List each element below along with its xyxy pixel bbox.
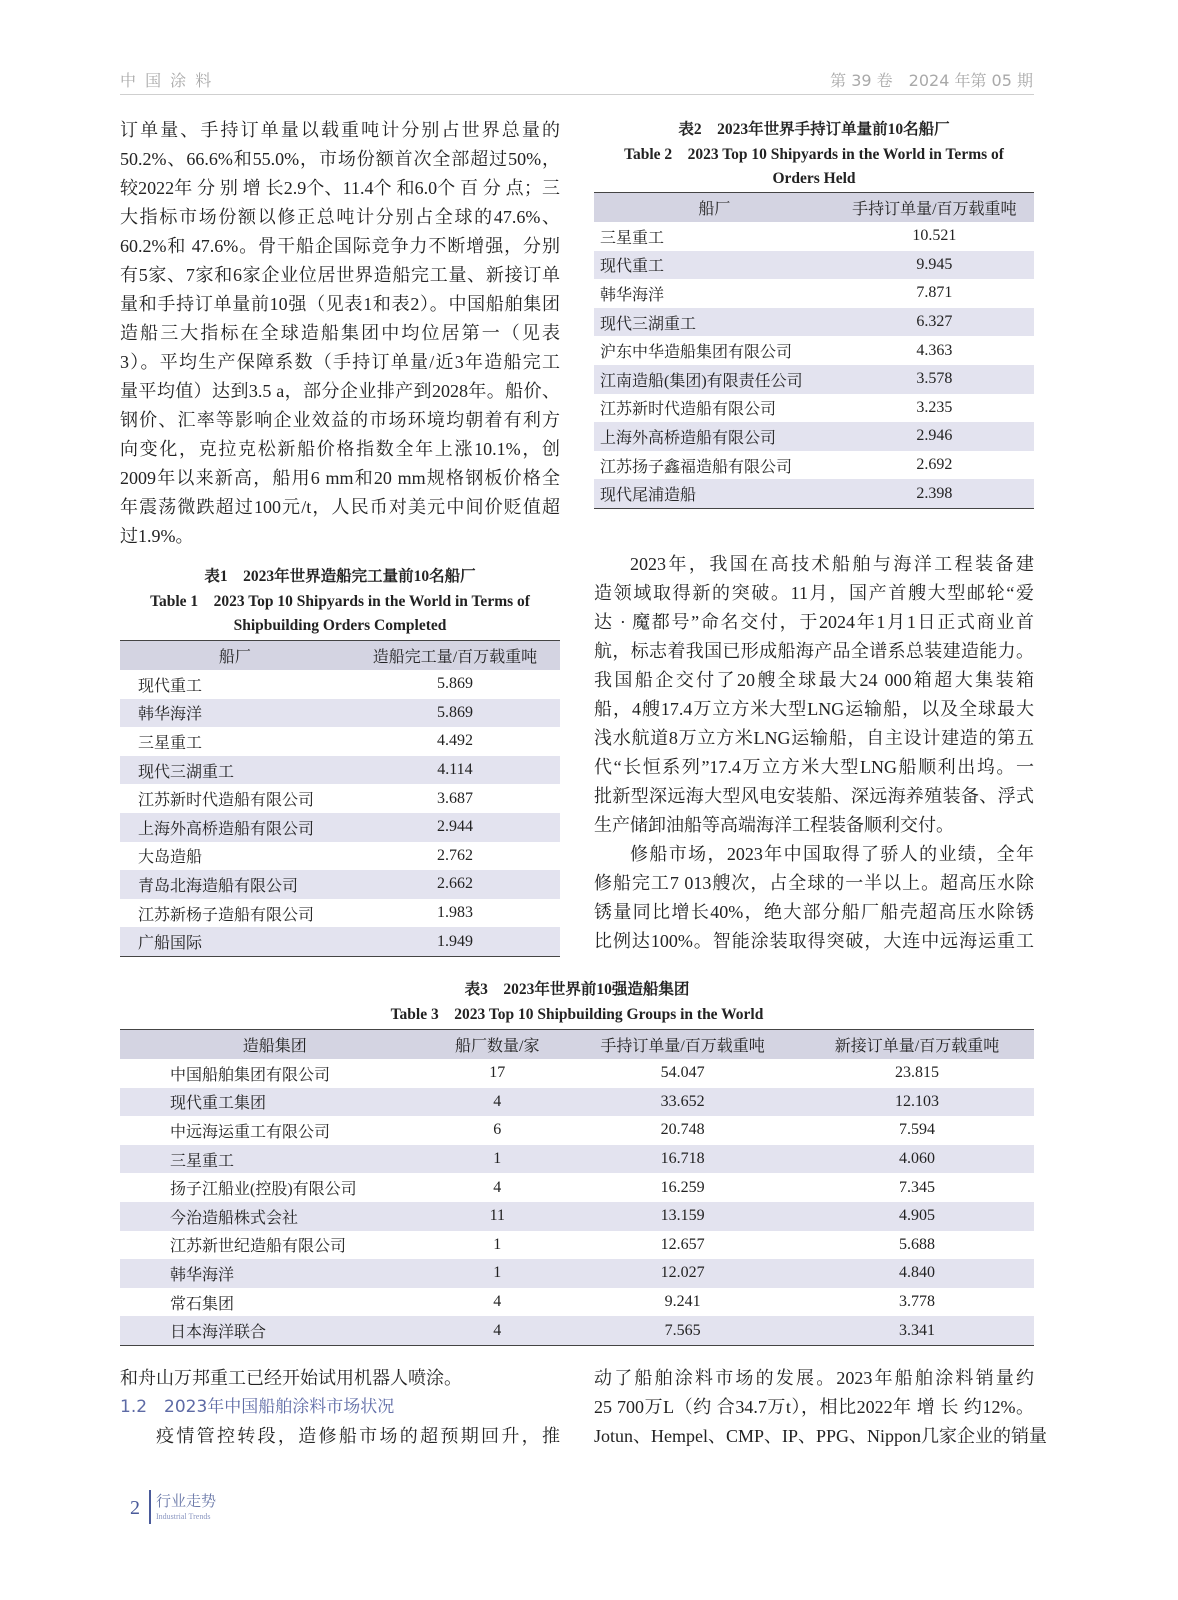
column-header: 船厂数量/家 bbox=[429, 1030, 565, 1060]
body-line: 锈量同比增长40%，绝大部分船厂船壳超高压水除锈 bbox=[594, 902, 1034, 922]
name-cell: 现代尾浦造船 bbox=[594, 479, 835, 508]
value-cell: 4 bbox=[493, 1178, 502, 1196]
name-cell: 韩华海洋 bbox=[120, 699, 350, 728]
value-cell: 4.060 bbox=[800, 1145, 1034, 1174]
value-cell: 2.762 bbox=[436, 846, 473, 864]
table3 bbox=[120, 1029, 1034, 1346]
body-line: 浅水航道8万立方米LNG运输船，自主设计建造的第五 bbox=[594, 728, 1034, 748]
value-cell: 4.114 bbox=[350, 756, 560, 785]
table-row bbox=[120, 1173, 1034, 1202]
table-row bbox=[120, 670, 560, 699]
table-row bbox=[594, 308, 1034, 337]
table-row bbox=[120, 727, 560, 756]
value-cell: 4 bbox=[493, 1293, 502, 1311]
name-cell: 今治造船株式会社 bbox=[120, 1202, 429, 1231]
table2 bbox=[594, 192, 1034, 509]
value-cell: 4 bbox=[429, 1316, 565, 1345]
value-cell: 4.363 bbox=[916, 341, 953, 359]
table3-title-cn: 表3 2023年世界前10强造船集团 bbox=[464, 981, 690, 998]
table-row bbox=[594, 336, 1034, 365]
table-row bbox=[120, 1116, 1034, 1145]
column-header: 船厂 bbox=[594, 193, 835, 223]
value-cell: 1 bbox=[493, 1235, 502, 1253]
value-cell: 5.869 bbox=[350, 699, 560, 728]
body-line: 2023年，我国在高技术船舶与海洋工程装备建 bbox=[630, 554, 1034, 574]
body-line: 达 · 魔都号”命名交付，于2024年1月1日正式商业首 bbox=[594, 612, 1034, 632]
value-cell: 3.235 bbox=[916, 398, 953, 416]
name-cell: 现代重工集团 bbox=[120, 1088, 429, 1117]
body-line: 修船市场，2023年中国取得了骄人的业绩，全年 bbox=[630, 844, 1034, 864]
body-line: 造船三大指标在全球造船集团中均位居第一（见表 bbox=[120, 323, 560, 343]
table-row bbox=[594, 279, 1034, 308]
body-line: 2009年以来新高，船用6 mm和20 mm规格钢板价格全 bbox=[120, 468, 560, 488]
journal-name: 中 国 涂 料 bbox=[120, 71, 214, 90]
value-cell: 3.341 bbox=[800, 1316, 1034, 1345]
name-cell: 上海外高桥造船有限公司 bbox=[120, 813, 350, 842]
value-cell: 16.259 bbox=[660, 1178, 705, 1196]
value-cell: 9.945 bbox=[835, 251, 1034, 280]
table-row bbox=[120, 842, 560, 871]
name-cell: 三星重工 bbox=[138, 734, 203, 752]
table-row bbox=[594, 479, 1034, 508]
column-header: 船厂 bbox=[120, 641, 350, 671]
name-cell: 江苏扬子鑫福造船有限公司 bbox=[600, 458, 793, 476]
value-cell: 5.688 bbox=[899, 1235, 936, 1253]
name-cell: 青岛北海造船有限公司 bbox=[120, 870, 350, 899]
name-cell: 三星重工 bbox=[120, 1145, 429, 1174]
value-cell: 6.327 bbox=[835, 308, 1034, 337]
body-line: 60.2%和 47.6%。骨干船企国际竞争力不断增强，分别 bbox=[120, 236, 560, 256]
table-row bbox=[120, 784, 560, 813]
value-cell: 13.159 bbox=[565, 1202, 800, 1231]
table1 bbox=[120, 640, 560, 957]
body-line: 航，标志着我国已形成船海产品全谱系总装建造能力。 bbox=[594, 641, 1034, 661]
table-row bbox=[594, 222, 1034, 251]
table-row bbox=[120, 813, 560, 842]
name-cell: 大岛造船 bbox=[138, 849, 203, 867]
body-line: 比例达100%。智能涂装取得突破，大连中远海运重工 bbox=[594, 931, 1034, 951]
table2-caption bbox=[594, 118, 1034, 192]
table-row bbox=[120, 1259, 1034, 1288]
value-cell: 20.748 bbox=[660, 1121, 705, 1139]
table-row bbox=[594, 365, 1034, 394]
name-cell: 中国船舶集团有限公司 bbox=[170, 1066, 331, 1084]
body-line: 过1.9%。 bbox=[120, 526, 194, 546]
value-cell: 2.692 bbox=[916, 456, 953, 474]
value-cell: 10.521 bbox=[912, 227, 957, 245]
value-cell: 1.983 bbox=[436, 904, 473, 922]
table-row bbox=[120, 1288, 1034, 1317]
left-body-text bbox=[120, 116, 560, 551]
table1-title-en: Table 1 2023 Top 10 Shipyards in the World in Terms of bbox=[150, 592, 530, 610]
body-line: 造领域取得新的突破。11月，国产首艘大型邮轮“爱 bbox=[594, 583, 1034, 603]
name-cell: 韩华海洋 bbox=[600, 286, 665, 304]
column-header: 新接订单量/百万载重吨 bbox=[800, 1030, 1034, 1060]
value-cell: 54.047 bbox=[660, 1064, 705, 1082]
table-row bbox=[120, 1059, 1034, 1088]
body-line: 50.2%、66.6%和55.0%，市场份额首次全部超过50%， bbox=[120, 149, 560, 169]
value-cell: 12.657 bbox=[660, 1235, 705, 1253]
name-cell: 上海外高桥造船有限公司 bbox=[594, 422, 835, 451]
table3-title-en: Table 3 2023 Top 10 Shipbuilding Groups in the World bbox=[390, 1005, 764, 1023]
table-row bbox=[594, 394, 1034, 423]
body-line: 25 700万L（约 合34.7万t），相比2022年 增 长 约12%。 bbox=[594, 1397, 1034, 1417]
table1-title-en-2: Shipbuilding Orders Completed bbox=[233, 617, 447, 634]
table-header-row bbox=[120, 641, 560, 671]
footer-section-cn: 行业走势 bbox=[156, 1492, 217, 1510]
body-line: 疫情管控转段，造修船市场的超预期回升，推 bbox=[156, 1426, 560, 1446]
body-line: 量平均值）达到3.5 a，部分企业排产到2028年。船价、 bbox=[120, 381, 560, 401]
body-line: 向变化，克拉克松新船价格指数全年上涨10.1%，创 bbox=[120, 439, 560, 459]
value-cell: 1.949 bbox=[350, 927, 560, 956]
value-cell: 3.687 bbox=[436, 789, 473, 807]
body-line: 有5家、7家和6家企业位居世界造船完工量、新接订单 bbox=[120, 265, 560, 285]
name-cell: 江苏新杨子造船有限公司 bbox=[138, 906, 315, 924]
table-row bbox=[120, 699, 560, 728]
value-cell: 12.027 bbox=[565, 1259, 800, 1288]
table-row bbox=[120, 1231, 1034, 1260]
body-line: 3）。平均生产保障系数（手持订单量/近3年造船完工 bbox=[120, 352, 560, 372]
table-row bbox=[120, 1202, 1034, 1231]
value-cell: 11 bbox=[429, 1202, 565, 1231]
value-cell: 4.840 bbox=[800, 1259, 1034, 1288]
table-row bbox=[120, 1088, 1034, 1117]
table-row bbox=[120, 927, 560, 956]
value-cell: 1 bbox=[429, 1145, 565, 1174]
name-cell: 现代重工 bbox=[138, 677, 203, 695]
table-row bbox=[594, 451, 1034, 480]
table-row bbox=[594, 422, 1034, 451]
value-cell: 33.652 bbox=[565, 1088, 800, 1117]
value-cell: 7.871 bbox=[916, 284, 953, 302]
value-cell: 2.946 bbox=[835, 422, 1034, 451]
body-line: 大指标市场份额以修正总吨计分别占全球的47.6%、 bbox=[120, 207, 560, 227]
body-line: Jotun、Hempel、CMP、IP、PPG、Nippon几家企业的销量 bbox=[594, 1426, 1048, 1446]
name-cell: 江苏新时代造船有限公司 bbox=[600, 401, 777, 419]
value-cell: 6 bbox=[493, 1121, 502, 1139]
table-row bbox=[120, 1316, 1034, 1345]
table-row bbox=[120, 756, 560, 785]
value-cell: 4.492 bbox=[436, 732, 473, 750]
body-line: 动了船舶涂料市场的发展。2023年船舶涂料销量约 bbox=[594, 1368, 1034, 1388]
value-cell: 17 bbox=[489, 1064, 506, 1082]
table2-title-en-2: Orders Held bbox=[772, 170, 856, 187]
value-cell: 3.778 bbox=[899, 1293, 936, 1311]
body-line: 订单量、手持订单量以载重吨计分别占世界总量的 bbox=[120, 120, 560, 140]
table1-caption bbox=[120, 565, 560, 639]
body-line: 年震荡微跌超过100元/t，人民币对美元中间价贬值超 bbox=[120, 497, 560, 517]
name-cell: 广船国际 bbox=[120, 927, 350, 956]
footer-section-en: Industrial Trends bbox=[156, 1512, 211, 1521]
body-line: 量和手持订单量前10强（见表1和表2）。中国船舶集团 bbox=[120, 294, 560, 314]
name-cell: 沪东中华造船集团有限公司 bbox=[600, 344, 793, 362]
value-cell: 2.398 bbox=[835, 479, 1034, 508]
table-row bbox=[120, 899, 560, 928]
value-cell: 1 bbox=[429, 1259, 565, 1288]
name-cell: 江苏新时代造船有限公司 bbox=[138, 792, 315, 810]
bottom-left-text bbox=[120, 1364, 560, 1451]
value-cell: 16.718 bbox=[565, 1145, 800, 1174]
name-cell: 现代三湖重工 bbox=[594, 308, 835, 337]
body-line: 我国船企交付了20艘全球最大24 000箱超大集装箱 bbox=[594, 670, 1034, 690]
footer-divider bbox=[149, 1490, 151, 1524]
value-cell: 7.594 bbox=[899, 1121, 936, 1139]
body-line: 生产储卸油船等高端海洋工程装备顺利交付。 bbox=[594, 815, 954, 835]
body-line: 较2022年 分 别 增 长2.9个、11.4个 和6.0个 百 分 点；三 bbox=[120, 178, 560, 198]
name-cell: 常石集团 bbox=[170, 1295, 235, 1313]
name-cell: 日本海洋联合 bbox=[120, 1316, 429, 1345]
column-header: 造船完工量/百万载重吨 bbox=[350, 641, 560, 671]
table-header-row bbox=[120, 1030, 1034, 1060]
right-body-text bbox=[594, 550, 1034, 956]
name-cell: 江苏新世纪造船有限公司 bbox=[170, 1238, 347, 1256]
value-cell: 23.815 bbox=[895, 1064, 940, 1082]
table-header-row bbox=[594, 193, 1034, 223]
table1-title-cn: 表1 2023年世界造船完工量前10名船厂 bbox=[204, 568, 476, 585]
name-cell: 现代重工 bbox=[594, 251, 835, 280]
value-cell: 2.944 bbox=[350, 813, 560, 842]
table3-caption bbox=[120, 978, 1034, 1027]
name-cell: 江南造船(集团)有限责任公司 bbox=[594, 365, 835, 394]
name-cell: 扬子江船业(控股)有限公司 bbox=[170, 1181, 357, 1199]
value-cell: 7.565 bbox=[565, 1316, 800, 1345]
body-line: 钢价、汇率等影响企业效益的市场环境均朝着有利方 bbox=[120, 410, 560, 430]
column-header: 手持订单量/百万载重吨 bbox=[835, 193, 1034, 223]
value-cell: 9.241 bbox=[664, 1293, 701, 1311]
bottom-right-text bbox=[594, 1364, 1048, 1451]
table-row bbox=[594, 251, 1034, 280]
column-header: 造船集团 bbox=[120, 1030, 429, 1060]
name-cell: 三星重工 bbox=[600, 229, 665, 247]
body-line: 代“长恒系列”17.4万立方米大型LNG船顺利出坞。一 bbox=[594, 757, 1034, 777]
name-cell: 中远海运重工有限公司 bbox=[170, 1123, 331, 1141]
body-line: 和舟山万邦重工已经开始试用机器人喷涂。 bbox=[120, 1368, 462, 1388]
value-cell: 12.103 bbox=[800, 1088, 1034, 1117]
value-cell: 4.905 bbox=[800, 1202, 1034, 1231]
issue-info: 第 39 卷 2024 年第 05 期 bbox=[830, 71, 1033, 90]
page-number: 2 bbox=[130, 1497, 140, 1519]
table2-title-cn: 表2 2023年世界手持订单量前10名船厂 bbox=[678, 121, 950, 138]
body-line: 船，4艘17.4万立方米大型LNG运输船，以及全球最大 bbox=[594, 699, 1034, 719]
value-cell: 7.345 bbox=[899, 1178, 936, 1196]
table2-title-en: Table 2 2023 Top 10 Shipyards in the World in Terms of bbox=[624, 145, 1004, 163]
name-cell: 现代三湖重工 bbox=[120, 756, 350, 785]
value-cell: 4 bbox=[429, 1088, 565, 1117]
value-cell: 5.869 bbox=[436, 675, 473, 693]
value-cell: 3.578 bbox=[835, 365, 1034, 394]
header-divider bbox=[120, 94, 1034, 95]
name-cell: 韩华海洋 bbox=[120, 1259, 429, 1288]
body-line: 批新型深远海大型风电安装船、深远海养殖装备、浮式 bbox=[594, 786, 1034, 806]
value-cell: 2.662 bbox=[350, 870, 560, 899]
table-row bbox=[120, 870, 560, 899]
column-header: 手持订单量/百万载重吨 bbox=[565, 1030, 800, 1060]
body-line: 修船完工7 013艘次，占全球的一半以上。超高压水除 bbox=[594, 873, 1034, 893]
section-heading: 1.2 2023年中国船舶涂料市场状况 bbox=[120, 1397, 395, 1417]
table-row bbox=[120, 1145, 1034, 1174]
